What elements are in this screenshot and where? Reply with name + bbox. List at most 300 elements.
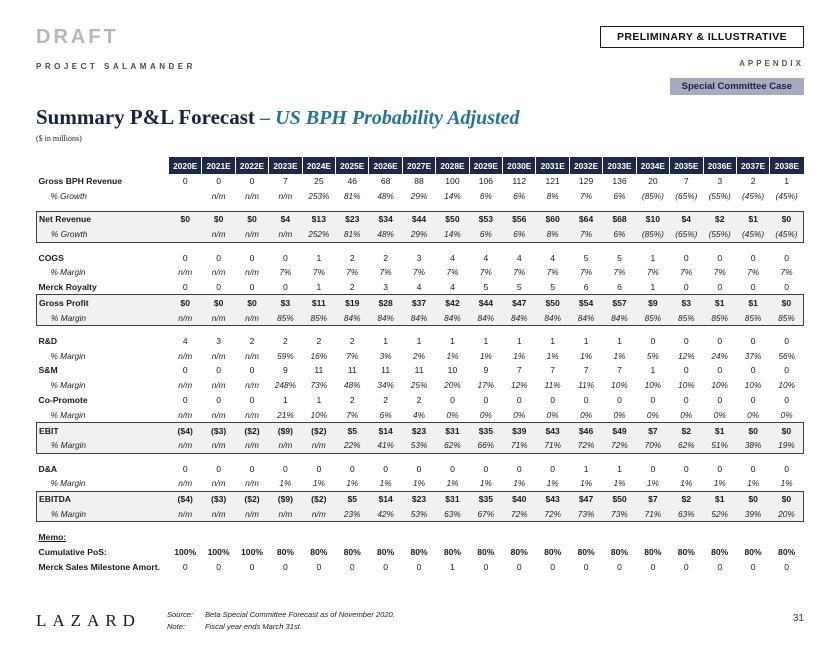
table-cell: 0	[784, 282, 790, 293]
table-cell: 10%	[677, 380, 695, 391]
table-cell: 63%	[670, 507, 703, 522]
table-cell: 2	[383, 252, 389, 263]
row-spacer	[37, 453, 804, 461]
table-cell: 1	[650, 282, 656, 293]
table-cell: $1	[736, 295, 769, 310]
row-label: % Margin	[50, 478, 86, 489]
table-cell: 85%	[703, 310, 736, 325]
table-cell: $31	[436, 491, 469, 506]
table-cell: n/m	[302, 507, 335, 522]
table-cell: 0	[683, 252, 689, 263]
table-cell: $68	[603, 212, 636, 227]
footnotes	[167, 609, 395, 633]
table-row	[37, 334, 804, 349]
page-subtitle: – US BPH Probability Adjusted	[260, 107, 520, 129]
table-cell: 80%	[377, 547, 395, 558]
table-cell: 0	[216, 252, 221, 263]
table-cell: $42	[436, 295, 469, 310]
table-cell: 0	[683, 561, 689, 572]
table-cell: 2	[349, 335, 355, 346]
slide-footer	[36, 609, 804, 633]
table-cell: $2	[703, 212, 736, 227]
row-label: EBIT	[37, 423, 169, 438]
table-cell: 12%	[677, 350, 695, 361]
table-cell: 0	[216, 176, 221, 187]
table-cell: $44	[402, 212, 435, 227]
table-cell: 11	[381, 365, 391, 376]
table-cell: 84%	[569, 310, 602, 325]
table-cell: 17%	[477, 380, 495, 391]
table-cell: 7%	[346, 350, 359, 361]
table-cell: 11%	[578, 380, 595, 391]
table-cell: 10	[447, 365, 458, 376]
table-cell: 23%	[336, 507, 369, 522]
header-right	[600, 26, 804, 95]
row-label: R&D	[38, 335, 58, 346]
table-cell: 67%	[469, 507, 502, 522]
table-cell: 0	[249, 365, 255, 376]
table-cell: 0	[750, 395, 756, 406]
table-cell: 20	[648, 176, 658, 187]
source-label: Source:	[166, 610, 194, 620]
table-cell: 80%	[677, 547, 695, 558]
table-cell: 0	[750, 335, 756, 346]
year-header: 2029E	[469, 157, 502, 174]
table-cell: 1%	[279, 478, 292, 489]
table-cell: 84%	[536, 310, 569, 325]
table-cell: 0	[283, 561, 288, 572]
table-cell: 3%	[379, 350, 392, 361]
row-label: Co-Promote	[38, 395, 88, 406]
table-row	[37, 280, 804, 295]
table-cell: 0	[683, 365, 689, 376]
table-cell: 0	[717, 365, 723, 376]
table-cell: ($4)	[169, 423, 202, 438]
table-cell: 0	[784, 335, 790, 346]
table-cell: $10	[636, 212, 669, 227]
table-cell: $35	[469, 423, 502, 438]
table-cell: 100	[445, 176, 460, 187]
table-cell: 7%	[780, 267, 793, 278]
table-cell: 7%	[580, 191, 593, 202]
table-cell: 0	[583, 561, 589, 572]
table-cell: 0	[550, 395, 556, 406]
table-row	[37, 227, 804, 242]
table-cell: 4	[550, 252, 556, 263]
table-cell: 1%	[479, 350, 492, 361]
table-cell: 2%	[413, 350, 426, 361]
table-cell: 0	[550, 463, 556, 474]
table-cell: $4	[269, 212, 302, 227]
table-cell: 0	[483, 463, 489, 474]
table-cell: 3	[216, 335, 221, 346]
table-cell: $0	[169, 295, 202, 310]
table-cell: 0	[784, 252, 790, 263]
table-cell: 1%	[713, 478, 726, 489]
project-name: PROJECT SALAMANDER	[36, 62, 196, 71]
table-cell: $0	[770, 295, 804, 310]
table-cell: $49	[603, 423, 636, 438]
table-cell: ($2)	[235, 423, 268, 438]
table-cell: 100%	[174, 547, 197, 558]
year-header: 2034E	[636, 157, 669, 174]
table-cell: n/m	[245, 267, 259, 278]
table-cell: 7%	[713, 267, 726, 278]
table-cell: (45%)	[742, 191, 765, 202]
table-cell	[202, 530, 235, 545]
table-cell: 6%	[603, 227, 636, 242]
table-cell: (65%)	[675, 191, 698, 202]
table-cell: 0%	[646, 409, 659, 420]
table-cell: 6%	[503, 227, 536, 242]
table-cell	[169, 227, 202, 242]
table-cell: 1	[650, 252, 656, 263]
table-cell: 2	[349, 282, 355, 293]
table-cell: 5	[583, 252, 589, 263]
table-cell: n/m	[211, 409, 226, 420]
table-cell: 0	[182, 282, 188, 293]
table-cell: 7	[283, 176, 288, 187]
table-cell: n/m	[202, 438, 235, 453]
table-cell: 1%	[479, 478, 492, 489]
table-cell	[436, 530, 469, 545]
year-header: 2037E	[736, 157, 769, 174]
table-cell: $0	[736, 491, 769, 506]
table-cell: 121	[545, 176, 560, 187]
table-cell: 29%	[410, 191, 428, 202]
table-cell: 0	[683, 335, 689, 346]
table-row	[37, 212, 804, 227]
table-row	[37, 507, 804, 522]
table-cell: ($2)	[235, 491, 268, 506]
table-cell: 88	[414, 176, 424, 187]
table-cell: $57	[603, 295, 636, 310]
table-cell: n/m	[211, 478, 226, 489]
table-cell: 0%	[446, 409, 459, 420]
table-cell: 39%	[736, 507, 769, 522]
table-cell: 2	[383, 395, 389, 406]
table-cell: n/m	[202, 507, 235, 522]
row-label: Gross BPH Revenue	[38, 176, 123, 187]
table-cell: 12%	[510, 380, 528, 391]
draft-watermark: DRAFT	[36, 26, 119, 48]
table-row	[37, 174, 804, 189]
table-cell: 100%	[241, 547, 263, 558]
table-cell: 53%	[402, 507, 435, 522]
table-cell: 11%	[544, 380, 561, 391]
row-label: Gross Profit	[37, 295, 169, 310]
table-cell: 0%	[680, 409, 693, 420]
table-cell: $7	[636, 491, 669, 506]
row-spacer	[37, 204, 804, 212]
table-cell: 0	[249, 252, 255, 263]
table-cell: n/m	[211, 350, 226, 361]
table-cell: $1	[703, 491, 736, 506]
table-cell: $44	[469, 295, 502, 310]
table-cell: 0	[249, 176, 255, 187]
table-cell: $4	[670, 212, 703, 227]
table-cell: 80%	[577, 547, 595, 558]
table-cell: 1%	[546, 478, 559, 489]
table-cell: 0	[650, 335, 656, 346]
lazard-logo: LAZARD	[36, 611, 141, 631]
table-cell: 6%	[513, 191, 526, 202]
table-cell: 19%	[770, 438, 804, 453]
table-cell: 0	[349, 463, 355, 474]
year-header: 2028E	[436, 157, 469, 174]
table-cell: $11	[302, 295, 335, 310]
table-cell: 48%	[369, 227, 402, 242]
table-row	[37, 378, 804, 393]
source-note	[167, 609, 395, 621]
table-cell: 1%	[613, 478, 626, 489]
row-label: Net Revenue	[37, 212, 169, 227]
table-cell: (45%)	[770, 227, 804, 242]
table-cell: 0	[750, 561, 756, 572]
table-cell: n/m	[211, 380, 226, 391]
table-cell: 0	[316, 463, 322, 474]
table-cell: $0	[169, 212, 202, 227]
table-cell: n/m	[178, 478, 193, 489]
table-cell: 84%	[369, 310, 402, 325]
table-cell: 5	[617, 252, 622, 263]
year-header: 2027E	[402, 157, 435, 174]
table-row	[37, 407, 804, 422]
header-left	[36, 26, 196, 95]
table-cell: 7	[683, 176, 689, 187]
table-cell: 1	[283, 395, 288, 406]
table-cell: 46	[347, 176, 358, 187]
table-cell: 85%	[636, 310, 669, 325]
appendix-label: APPENDIX	[739, 59, 804, 68]
table-cell	[469, 530, 502, 545]
table-cell: $3	[269, 295, 302, 310]
table-cell: 0	[249, 282, 255, 293]
table-cell: 84%	[469, 310, 502, 325]
table-cell: ($3)	[202, 491, 235, 506]
table-cell	[369, 530, 402, 545]
table-cell	[269, 530, 302, 545]
table-cell: n/m	[235, 227, 268, 242]
table-cell: 72%	[569, 438, 602, 453]
table-cell: 1%	[513, 350, 526, 361]
table-cell: 0	[182, 561, 188, 572]
table-row	[37, 530, 804, 545]
table-cell: 0	[182, 395, 188, 406]
table-cell: 21%	[277, 409, 294, 420]
table-cell: 0	[683, 282, 689, 293]
table-cell: ($4)	[169, 491, 202, 506]
table-cell: 2	[349, 252, 355, 263]
table-cell	[603, 530, 636, 545]
table-cell: 4	[450, 252, 455, 263]
table-cell: 100%	[207, 547, 230, 558]
table-cell: 0	[683, 463, 689, 474]
table-cell: 8%	[546, 191, 559, 202]
table-cell: n/m	[202, 227, 235, 242]
table-cell: $0	[770, 212, 804, 227]
table-cell: n/m	[269, 438, 302, 453]
table-cell: 16%	[310, 350, 328, 361]
table-cell: 0	[516, 395, 522, 406]
table-cell: 1	[316, 252, 322, 263]
table-cell	[503, 530, 536, 545]
table-cell: 20%	[444, 380, 461, 391]
table-cell: 56%	[778, 350, 795, 361]
year-header: 2024E	[302, 157, 335, 174]
table-row	[37, 491, 804, 506]
row-label: Merck Royalty	[38, 282, 97, 293]
table-cell	[302, 530, 335, 545]
table-cell: 0%	[546, 409, 559, 420]
table-cell: n/m	[178, 267, 193, 278]
table-cell: 41%	[369, 438, 402, 453]
table-cell: $39	[503, 423, 536, 438]
table-cell: 0%	[747, 409, 760, 420]
preliminary-stamp: PRELIMINARY & ILLUSTRATIVE	[600, 26, 804, 48]
table-cell: n/m	[269, 507, 302, 522]
table-cell: n/m	[169, 438, 202, 453]
table-cell: 85%	[736, 310, 769, 325]
row-label: % Growth	[37, 227, 169, 242]
table-cell: $60	[536, 212, 569, 227]
table-cell: 9	[483, 365, 489, 376]
table-cell: 71%	[503, 438, 536, 453]
table-cell: 48%	[377, 191, 394, 202]
table-cell: 136	[612, 176, 627, 187]
table-cell: $37	[402, 295, 435, 310]
table-cell: 85%	[269, 310, 302, 325]
table-cell: 80%	[276, 547, 295, 558]
table-cell: $0	[202, 212, 235, 227]
row-label: COGS	[38, 252, 64, 263]
table-cell: $50	[436, 212, 469, 227]
table-cell: 66%	[469, 438, 502, 453]
row-label: Merck Sales Milestone Amort.	[38, 561, 160, 572]
table-cell: 0	[216, 561, 221, 572]
slide-header	[0, 0, 840, 95]
table-cell: 80%	[443, 547, 462, 558]
table-cell: 81%	[343, 191, 361, 202]
table-cell: 3	[416, 252, 422, 263]
table-cell: 0%	[580, 409, 593, 420]
table-cell: 0	[650, 561, 656, 572]
table-cell: 0	[383, 561, 389, 572]
year-header: 2026E	[369, 157, 402, 174]
table-cell: n/m	[269, 227, 302, 242]
table-cell: 84%	[436, 310, 469, 325]
table-cell: 63%	[436, 507, 469, 522]
year-header: 2038E	[770, 157, 804, 174]
table-cell: n/m	[245, 409, 259, 420]
table-cell: 0	[750, 365, 756, 376]
table-cell: 80%	[711, 547, 729, 558]
table-cell: 14%	[436, 227, 469, 242]
table-cell: 34%	[377, 380, 394, 391]
table-cell: 1%	[413, 478, 426, 489]
table-cell: 0	[283, 252, 288, 263]
table-cell: 0	[249, 561, 255, 572]
title-block	[0, 95, 840, 143]
row-label: % Growth	[50, 191, 87, 202]
table-cell: 0	[283, 282, 288, 293]
table-cell: 1	[316, 282, 322, 293]
table-cell: 80%	[510, 547, 528, 558]
table-cell: 0	[450, 463, 455, 474]
table-cell: n/m	[202, 310, 235, 325]
table-header-row	[37, 157, 804, 174]
table-cell: 4	[182, 335, 188, 346]
table-cell: 0	[483, 561, 489, 572]
table-cell: (65%)	[670, 227, 703, 242]
table-cell: 1	[450, 335, 455, 346]
row-label: D&A	[38, 463, 58, 474]
table-cell: 7%	[747, 267, 760, 278]
table-cell: 7%	[479, 267, 492, 278]
row-label: % Margin	[50, 350, 86, 361]
table-cell: 1%	[680, 478, 693, 489]
table-cell: 1%	[446, 350, 459, 361]
table-cell: 84%	[503, 310, 536, 325]
table-cell: 2	[316, 335, 322, 346]
table-cell: 22%	[336, 438, 369, 453]
table-cell: 52%	[703, 507, 736, 522]
table-cell: n/m	[245, 478, 259, 489]
table-cell: $19	[336, 295, 369, 310]
table-cell: 0	[216, 463, 221, 474]
table-cell: 80%	[310, 547, 328, 558]
table-cell: 0	[249, 395, 255, 406]
table-cell: 0	[182, 252, 188, 263]
table-cell: 7%	[680, 267, 693, 278]
table-cell: 0	[450, 395, 455, 406]
table-cell: 24%	[711, 350, 728, 361]
year-header: 2033E	[603, 157, 636, 174]
row-label: % Margin	[50, 409, 86, 420]
table-row	[37, 438, 804, 453]
table-cell: 0	[349, 561, 355, 572]
table-cell: 1%	[580, 350, 593, 361]
table-cell: $9	[636, 295, 669, 310]
year-header: 2023E	[269, 157, 302, 174]
table-cell: 80%	[610, 547, 629, 558]
table-cell: 0	[483, 395, 489, 406]
table-cell: 7%	[613, 267, 626, 278]
table-cell: 0%	[513, 409, 526, 420]
table-cell: (45%)	[775, 191, 798, 202]
table-cell: n/m	[178, 409, 193, 420]
table-cell: 51%	[703, 438, 736, 453]
row-spacer	[37, 242, 804, 250]
table-cell: n/m	[235, 310, 268, 325]
table-cell: $23	[336, 212, 369, 227]
table-cell: 0%	[479, 409, 492, 420]
table-cell: 0	[717, 335, 723, 346]
table-cell: 0	[717, 561, 723, 572]
table-row	[37, 545, 804, 560]
table-cell: 0	[249, 463, 255, 474]
table-cell: $43	[536, 423, 569, 438]
table-cell: n/m	[211, 191, 226, 202]
table-cell: $43	[536, 491, 569, 506]
table-cell: 1	[450, 561, 455, 572]
table-cell: $1	[736, 212, 769, 227]
year-header: 2021E	[202, 157, 235, 174]
table-cell: (45%)	[736, 227, 769, 242]
table-cell: $47	[569, 491, 602, 506]
table-cell: $23	[402, 491, 435, 506]
table-cell: 0	[182, 463, 188, 474]
